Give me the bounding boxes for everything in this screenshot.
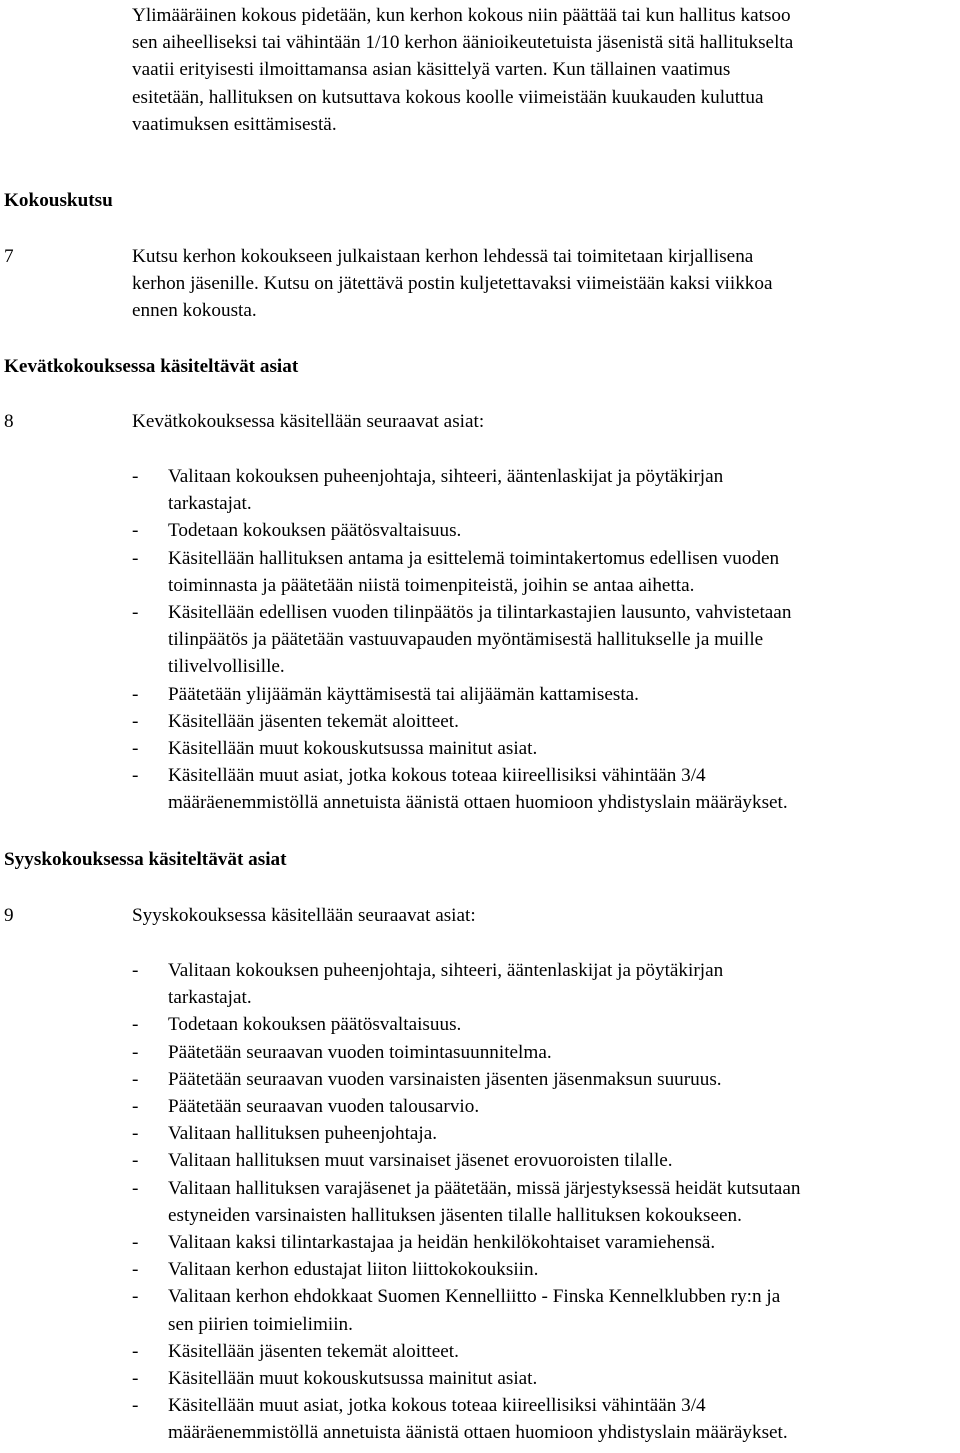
list-item-line: Todetaan kokouksen päätösvaltaisuus. xyxy=(168,520,462,542)
list-item-line: Päätetään seuraavan vuoden talousarvio. xyxy=(168,1096,480,1118)
dash-bullet: - xyxy=(132,1177,139,1199)
list-item-line: tilivelvollisille. xyxy=(168,656,285,678)
list-item xyxy=(132,1365,958,1392)
intro-line: esitetään, hallituksen on kutsuttava kokous koolle viimeistään kuukauden kuluttua xyxy=(132,86,764,108)
dash-bullet: - xyxy=(132,1041,139,1063)
list-item xyxy=(132,1120,958,1147)
dash-bullet: - xyxy=(132,1286,139,1308)
list-item xyxy=(132,681,958,708)
dash-bullet: - xyxy=(132,520,139,542)
section-7-line: kerhon jäsenille. Kutsu on jätettävä postin kuljetettavaksi viimeistään kaksi viikkoa xyxy=(132,273,773,295)
dash-bullet: - xyxy=(132,1096,139,1118)
list-item-line: estyneiden varsinaisten hallituksen jäsenten tilalle hallituksen kokoukseen. xyxy=(168,1204,742,1226)
syyskokous-item-list xyxy=(132,957,958,1447)
list-item-line: Päätetään seuraavan vuoden toimintasuunnitelma. xyxy=(168,1041,552,1063)
list-item xyxy=(132,1392,958,1446)
kevatkokous-item-list xyxy=(132,463,958,817)
list-item-line: määräenemmistöllä annetuista äänistä ottaen huomioon yhdistyslain määräykset. xyxy=(168,1422,788,1444)
list-item-line: Käsitellään jäsenten tekemät aloitteet. xyxy=(168,710,459,732)
list-item-line: tarkastajat. xyxy=(168,987,252,1009)
list-item-line: Valitaan hallituksen puheenjohtaja. xyxy=(168,1123,438,1145)
heading-kokouskutsu: Kokouskutsu xyxy=(4,190,113,211)
dash-bullet: - xyxy=(132,960,139,981)
section-9-lead: Syyskokouksessa käsitellään seuraavat asiat: xyxy=(132,905,476,926)
dash-bullet: - xyxy=(132,738,139,760)
list-item xyxy=(132,1039,958,1066)
intro-line: vaatii erityisesti ilmoittamansa asian käsittelyä varten. Kun tällainen vaatimus xyxy=(132,59,731,81)
list-item-line: sen piirien toimielimiin. xyxy=(168,1313,353,1335)
dash-bullet: - xyxy=(132,1395,139,1417)
list-item-line: Valitaan kerhon edustajat liiton liittokokouksiin. xyxy=(168,1259,539,1281)
list-item-line: Valitaan kaksi tilintarkastajaa ja heidän henkilökohtaiset varamiehensä. xyxy=(168,1232,716,1254)
heading-kevatkokous: Kevätkokouksessa käsiteltävät asiat xyxy=(4,356,299,377)
list-item-line: tarkastajat. xyxy=(168,493,252,515)
list-item-line: Valitaan hallituksen varajäsenet ja päätetään, missä järjestyksessä heidät kutsutaan xyxy=(168,1177,801,1199)
list-item-line: määräenemmistöllä annetuista äänistä ottaen huomioon yhdistyslain määräykset. xyxy=(168,792,788,814)
list-item-line: Valitaan kokouksen puheenjohtaja, sihteeri, ääntenlaskijat ja pöytäkirjan xyxy=(168,960,724,981)
list-item-line: Käsitellään muut asiat, jotka kokous toteaa kiireellisiksi vähintään 3/4 xyxy=(168,1395,706,1417)
list-item xyxy=(132,1066,958,1093)
list-item-line: Päätetään ylijäämän käyttämisestä tai alijäämän kattamisesta. xyxy=(168,683,639,705)
dash-bullet: - xyxy=(132,466,139,487)
dash-bullet: - xyxy=(132,1368,139,1390)
list-item-line: Käsitellään muut asiat, jotka kokous toteaa kiireellisiksi vähintään 3/4 xyxy=(168,765,706,787)
intro-line: Ylimääräinen kokous pidetään, kun kerhon kokous niin päättää tai kun hallitus katsoo xyxy=(132,5,791,26)
list-item-line: Valitaan kokouksen puheenjohtaja, sihteeri, ääntenlaskijat ja pöytäkirjan xyxy=(168,466,724,487)
list-item xyxy=(132,599,958,681)
list-item xyxy=(132,545,958,599)
intro-paragraph xyxy=(132,2,950,138)
dash-bullet: - xyxy=(132,1340,139,1362)
section-7-text xyxy=(132,243,932,325)
dash-bullet: - xyxy=(132,1150,139,1172)
list-item-line: Käsitellään muut kokouskutsussa mainitut asiat. xyxy=(168,1368,538,1390)
list-item xyxy=(132,1338,958,1365)
list-item xyxy=(132,1011,958,1038)
list-item xyxy=(132,735,958,762)
list-item-line: Valitaan kerhon ehdokkaat Suomen Kennelliitto - Finska Kennelklubben ry:n ja xyxy=(168,1286,781,1308)
list-item xyxy=(132,1229,958,1256)
list-item xyxy=(132,762,958,816)
list-item-line: Päätetään seuraavan vuoden varsinaisten jäsenten jäsenmaksun suuruus. xyxy=(168,1068,722,1090)
list-item xyxy=(132,708,958,735)
list-item-line: Käsitellään muut kokouskutsussa mainitut asiat. xyxy=(168,738,538,760)
list-item-line: toiminnasta ja päätetään niistä toimenpiteistä, joihin se antaa aihetta. xyxy=(168,574,695,596)
dash-bullet: - xyxy=(132,547,139,569)
list-item xyxy=(132,1256,958,1283)
dash-bullet: - xyxy=(132,1232,139,1254)
dash-bullet: - xyxy=(132,765,139,787)
list-item xyxy=(132,957,958,1011)
list-item xyxy=(132,1283,958,1337)
list-item xyxy=(132,1147,958,1174)
dash-bullet: - xyxy=(132,1123,139,1145)
intro-line: sen aiheelliseksi tai vähintään 1/10 kerhon äänioikeutetuista jäsenistä sitä hallitukselta xyxy=(132,32,794,54)
list-item xyxy=(132,517,958,544)
section-number: 7 xyxy=(4,246,14,267)
section-number: 8 xyxy=(4,411,14,432)
list-item-line: Käsitellään edellisen vuoden tilinpäätös ja tilintarkastajien lausunto, vahvistetaan xyxy=(168,602,792,624)
list-item-line: Todetaan kokouksen päätösvaltaisuus. xyxy=(168,1014,462,1036)
list-item-line: tilinpäätös ja päätetään vastuuvapauden myöntämisestä hallitukselle ja muille xyxy=(168,629,764,651)
dash-bullet: - xyxy=(132,1014,139,1036)
section-number: 9 xyxy=(4,905,14,926)
list-item-line: Käsitellään hallituksen antama ja esittelemä toimintakertomus edellisen vuoden xyxy=(168,547,780,569)
heading-syyskokous: Syyskokouksessa käsiteltävät asiat xyxy=(4,849,287,870)
dash-bullet: - xyxy=(132,602,139,624)
dash-bullet: - xyxy=(132,710,139,732)
list-item xyxy=(132,1175,958,1229)
intro-line: vaatimuksen esittämisestä. xyxy=(132,113,337,135)
section-8-lead: Kevätkokouksessa käsitellään seuraavat asiat: xyxy=(132,411,485,432)
section-7-line: ennen kokousta. xyxy=(132,300,257,322)
list-item-line: Valitaan hallituksen muut varsinaiset jäsenet erovuoroisten tilalle. xyxy=(168,1150,673,1172)
dash-bullet: - xyxy=(132,683,139,705)
dash-bullet: - xyxy=(132,1259,139,1281)
section-7-line: Kutsu kerhon kokoukseen julkaistaan kerhon lehdessä tai toimitetaan kirjallisena xyxy=(132,246,754,267)
list-item xyxy=(132,463,958,517)
list-item xyxy=(132,1093,958,1120)
dash-bullet: - xyxy=(132,1068,139,1090)
list-item-line: Käsitellään jäsenten tekemät aloitteet. xyxy=(168,1340,459,1362)
